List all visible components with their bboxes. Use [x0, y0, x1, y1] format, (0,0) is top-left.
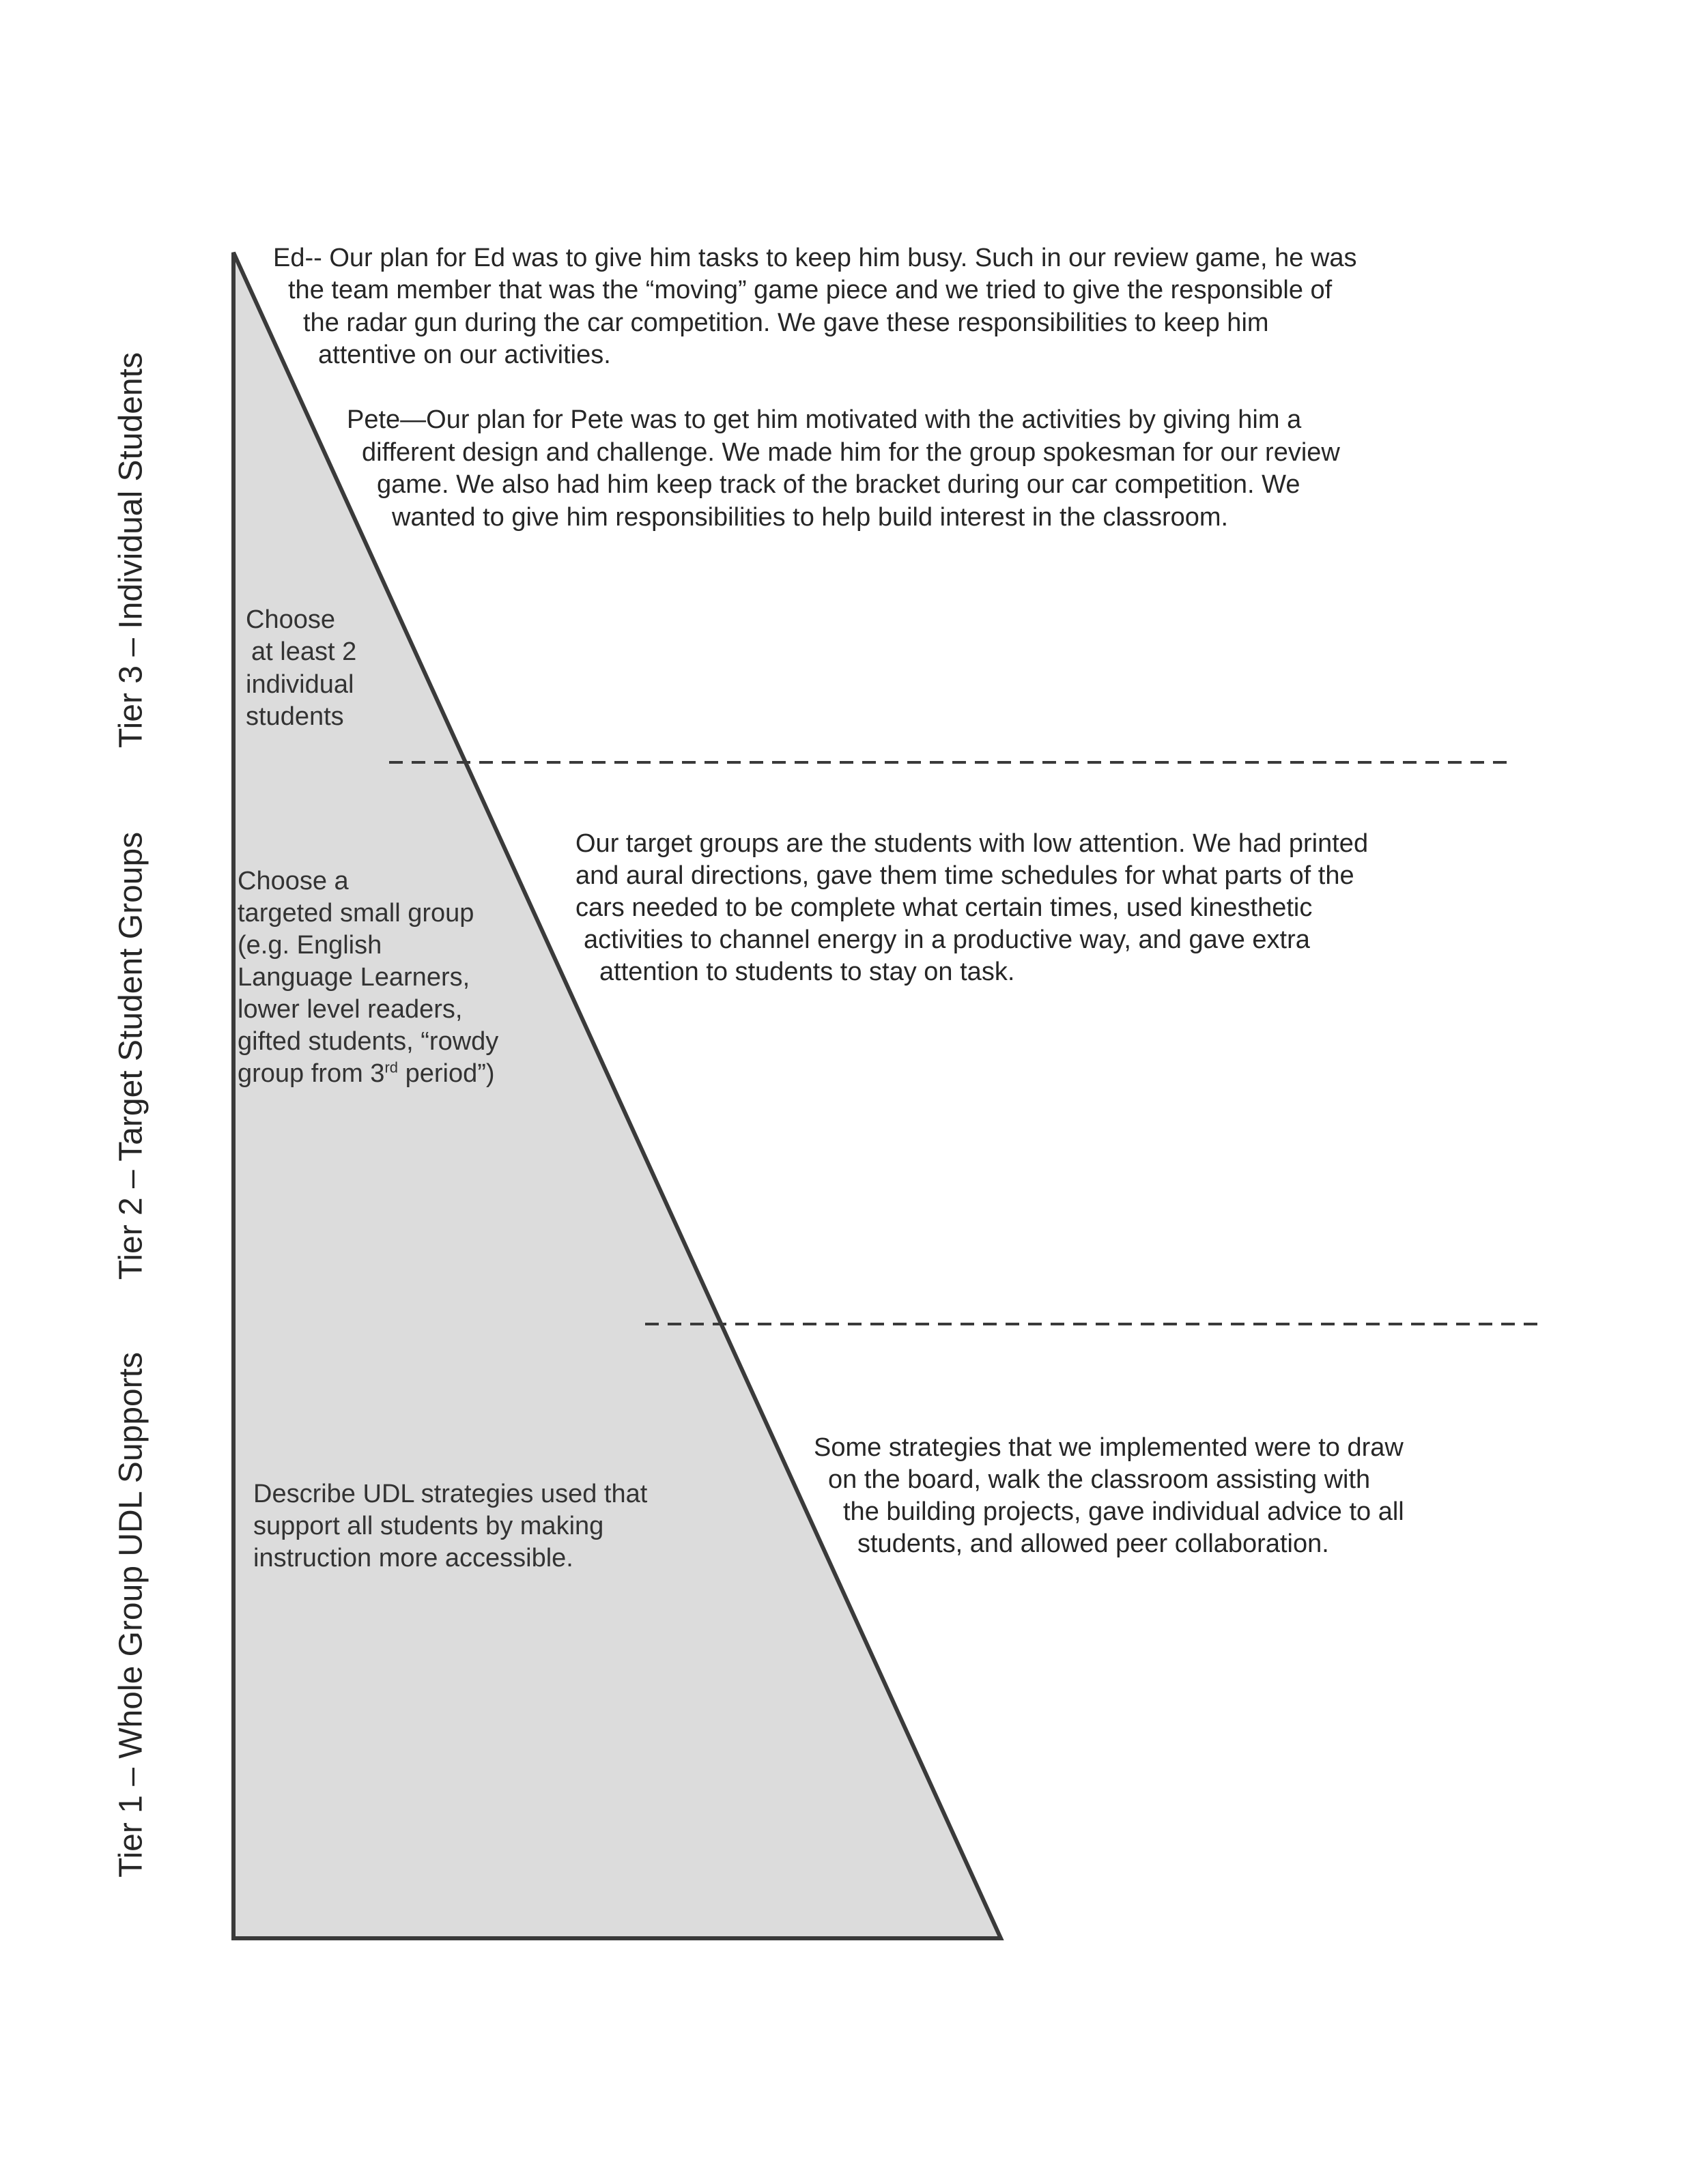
tier-1-response-line: Some strategies that we implemented were to draw [814, 1433, 1404, 1462]
ed-response-line: the team member that was the “moving” game piece and we tried to give the responsible of [288, 276, 1333, 304]
tier-2-response-line: cars needed to be complete what certain times, used kinesthetic [575, 893, 1313, 922]
tier-2-prompt-line: (e.g. English [238, 931, 382, 960]
tier-2-label: Tier 2 – Target Student Groups [113, 831, 150, 1280]
tier-2-prompt-line: gifted students, “rowdy [238, 1027, 499, 1056]
tier-2-response-line: attention to students to stay on task. [599, 958, 1015, 986]
tier-2-response-line: activities to channel energy in a productive way, and gave extra [584, 925, 1310, 954]
prompt-text: group from 3 [238, 1059, 385, 1088]
tier-1-prompt-line: support all students by making [253, 1512, 604, 1540]
ed-response-line: attentive on our activities. [318, 341, 611, 369]
tier-3-prompt-line: students [246, 702, 344, 731]
pete-response-line: game. We also had him keep track of the bracket during our car competition. We [377, 470, 1300, 499]
tier-3-prompt-line: Choose [246, 605, 335, 634]
pete-response-line: different design and challenge. We made him for the group spokesman for our review [362, 438, 1340, 467]
tier-2-prompt-line: Language Learners, [238, 963, 470, 992]
ed-response-line: Ed-- Our plan for Ed was to give him tasks to keep him busy. Such in our review game, he was [273, 244, 1357, 272]
tier-3-prompt-line: individual [246, 670, 354, 699]
pete-response-line: Pete—Our plan for Pete was to get him motivated with the activities by giving him a [347, 405, 1302, 434]
tier-2-prompt-line [238, 1058, 495, 1090]
pete-response-line: wanted to give him responsibilities to help build interest in the classroom. [392, 503, 1229, 532]
tier-1-prompt-line: Describe UDL strategies used that [253, 1480, 648, 1508]
tier-1-prompt-line: instruction more accessible. [253, 1544, 573, 1572]
tier-2-prompt-line: targeted small group [238, 899, 474, 928]
tier-1-response-line: on the board, walk the classroom assisting with [828, 1465, 1371, 1494]
tier-1-response-line: the building projects, gave individual advice to all [843, 1497, 1404, 1526]
tier-3-label: Tier 3 – Individual Students [113, 352, 150, 748]
ordinal-suffix: rd [384, 1059, 399, 1076]
tier-3-prompt-line: at least 2 [251, 637, 357, 666]
tier-2-response-line: Our target groups are the students with low attention. We had printed [575, 829, 1369, 858]
tier-1-label: Tier 1 – Whole Group UDL Supports [113, 1351, 150, 1878]
ed-response-line: the radar gun during the car competition. We gave these responsibilities to keep him [303, 308, 1269, 337]
tier-1-response-line: students, and allowed peer collaboration. [857, 1529, 1329, 1558]
tier-2-prompt-line: lower level readers, [238, 995, 463, 1024]
prompt-text: period”) [398, 1059, 495, 1088]
tier-2-prompt-line: Choose a [238, 867, 349, 895]
tier-2-response-line: and aural directions, gave them time schedules for what parts of the [575, 861, 1354, 890]
